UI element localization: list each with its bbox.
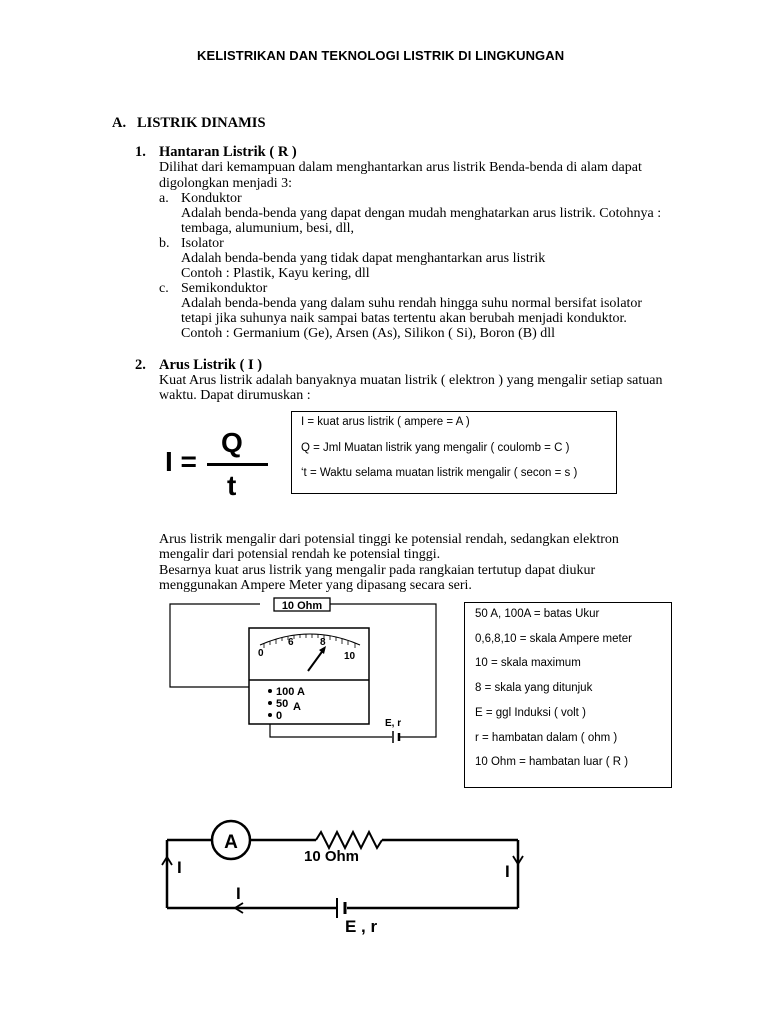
subitem-marker: c. [159, 281, 169, 296]
resistor-label: 10 Ohm [304, 848, 360, 865]
legend-line: E = ggl Induksi ( volt ) [475, 707, 586, 719]
scale-label: 8 [320, 637, 326, 648]
terminal-50a [268, 701, 272, 705]
subitem-name: Isolator [181, 236, 224, 251]
terminal-label: 0 [276, 710, 283, 722]
subitem-line: Adalah benda-benda yang dalam suhu rendah hingga suhu normal bersifat isolator [181, 296, 643, 311]
terminal-0 [268, 713, 272, 717]
battery-label: E, r [385, 718, 402, 729]
legend-line: 8 = skala yang ditunjuk [475, 682, 593, 694]
fraction-bar [207, 463, 268, 466]
ammeter-diagram [160, 595, 450, 745]
item1-number: 1. [135, 144, 146, 160]
legend-line: 10 Ohm = hambatan luar ( R ) [475, 756, 629, 768]
terminal-label: 50 [276, 698, 289, 710]
formula-numerator: Q [221, 427, 243, 458]
section-marker: A. [112, 115, 127, 131]
scale-label: 6 [288, 637, 294, 648]
paragraph-line: Besarnya kuat arus listrik yang mengalir pada rangkaian tertutup dapat diukur [159, 563, 596, 578]
subitem-line: Adalah benda-benda yang dapat dengan mudah menghatarkan arus listrik. Cotohnya : [181, 206, 662, 221]
resistor-symbol [316, 832, 382, 848]
legend-line: r = hambatan dalam ( ohm ) [475, 732, 618, 744]
subitem-line: Contoh : Germanium (Ge), Arsen (As), Silikon ( Si), Boron (B) dll [181, 326, 556, 341]
item2-heading: Arus Listrik ( I ) [159, 357, 263, 373]
subitem-marker: a. [159, 191, 169, 206]
item2-intro-line: Kuat Arus listrik adalah banyaknya muatan listrik ( elektron ) yang mengalir setiap satuan [159, 373, 663, 388]
item2-number: 2. [135, 357, 146, 373]
item1-intro-line: Dilihat dari kemampuan dalam menghantarkan arus listrik Benda-benda di alam dapat [159, 160, 642, 175]
subitem-line: tembaga, alumunium, besi, dll, [181, 221, 355, 236]
legend-line: ‘t = Waktu selama muatan listrik mengalir ( secon = s ) [301, 467, 578, 479]
battery-label: E , r [345, 917, 378, 936]
resistor-label: 10 Ohm [281, 600, 323, 612]
paragraph-line: menggunakan Ampere Meter yang dipasang secara seri. [159, 578, 472, 593]
subitem-line: tetapi jika suhunya naik sampai batas tertentu akan berubah menjadi konduktor. [181, 311, 627, 326]
item1-heading: Hantaran Listrik ( R ) [159, 144, 297, 160]
subitem-name: Semikonduktor [181, 281, 268, 296]
scale-label: 10 [344, 651, 356, 662]
formula-legend-box [291, 411, 617, 494]
subitem-marker: b. [159, 236, 170, 251]
subitem-line: Adalah benda-benda yang tidak dapat menghantarkan arus listrik [181, 251, 546, 266]
wire-left [170, 604, 260, 687]
current-label-right: I [505, 862, 510, 881]
item1-intro-line: digolongkan menjadi 3: [159, 176, 292, 191]
subitem-line: Contoh : Plastik, Kayu kering, dll [181, 266, 370, 281]
terminal-100a [268, 689, 272, 693]
current-label-left: I [177, 858, 182, 877]
terminal-label: 100 A [276, 686, 305, 698]
item2-intro-line: waktu. Dapat dirumuskan : [159, 388, 311, 403]
meter-legend-box [464, 602, 672, 788]
legend-line: I = kuat arus listrik ( ampere = A ) [301, 416, 470, 428]
page-title: KELISTRIKAN DAN TEKNOLOGI LISTRIK DI LINGKUNGAN [197, 48, 565, 63]
terminal-label: A [293, 701, 301, 713]
ammeter-label: A [224, 832, 238, 853]
legend-line: Q = Jml Muatan listrik yang mengalir ( coulomb = C ) [301, 442, 570, 454]
paragraph-line: mengalir dari potensial rendah ke potensial tinggi. [159, 547, 441, 562]
scale-label: 0 [258, 648, 264, 659]
section-heading: LISTRIK DINAMIS [137, 115, 266, 131]
series-circuit-diagram [155, 815, 535, 940]
formula-denominator: t [227, 470, 237, 501]
legend-line: 50 A, 100A = batas Ukur [475, 608, 600, 620]
legend-line: 0,6,8,10 = skala Ampere meter [475, 633, 632, 645]
formula-lhs: I = [165, 446, 197, 477]
subitem-name: Konduktor [181, 191, 242, 206]
legend-line: 10 = skala maximum [475, 657, 581, 669]
paragraph-line: Arus listrik mengalir dari potensial tinggi ke potensial rendah, sedangkan elektron [159, 532, 619, 547]
current-label-bottom: I [236, 884, 241, 903]
